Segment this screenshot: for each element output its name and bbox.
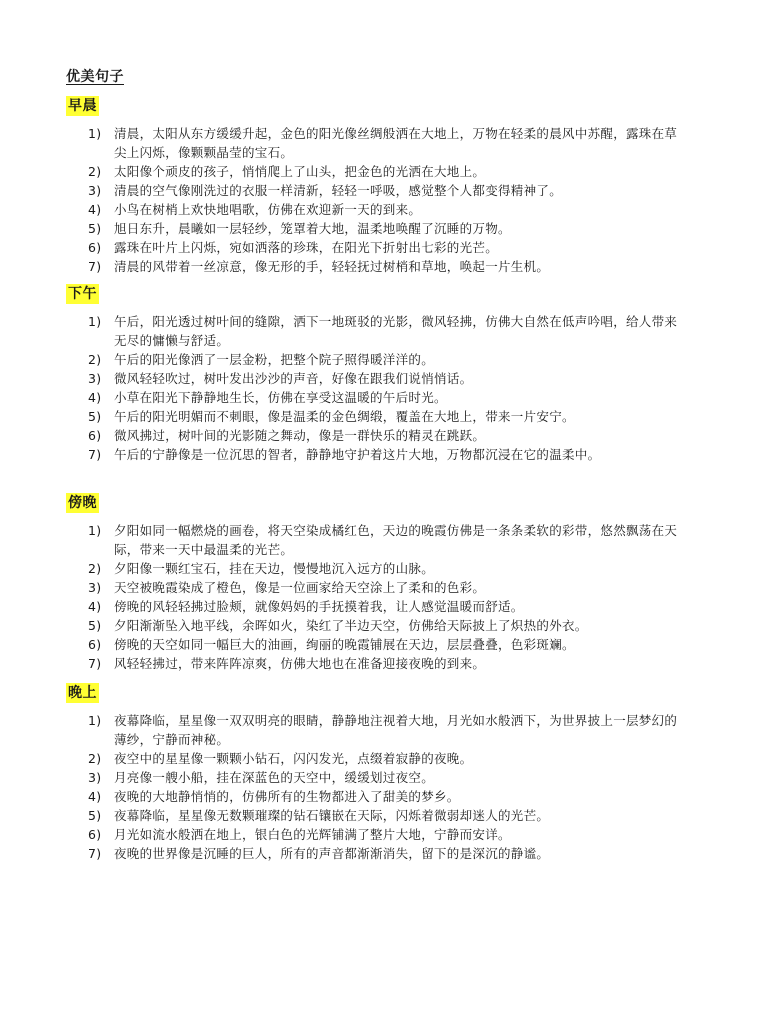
- item-number: 7): [88, 447, 102, 462]
- item-text: 夕阳如同一幅燃烧的画卷，将天空染成橘红色，天边的晚霞仿佛是一条条柔软的彩带，悠然飘荡在天际，带来一天中最温柔的光芒。: [114, 523, 678, 557]
- item-text: 午后的阳光像洒了一层金粉，把整个院子照得暖洋洋的。: [114, 352, 435, 367]
- list-item: [88, 559, 688, 578]
- item-number: 2): [88, 751, 102, 766]
- item-text: 太阳像个顽皮的孩子，悄悄爬上了山头，把金色的光洒在大地上。: [114, 164, 486, 179]
- item-text: 风轻轻拂过，带来阵阵凉爽，仿佛大地也在准备迎接夜晚的到来。: [114, 656, 486, 671]
- list-item: [88, 844, 688, 863]
- item-number: 2): [88, 164, 102, 179]
- item-number: 2): [88, 352, 102, 367]
- item-number: 2): [88, 561, 102, 576]
- list-item: [88, 578, 688, 597]
- item-number: 5): [88, 409, 102, 424]
- item-text: 清晨，太阳从东方缓缓升起，金色的阳光像丝绸般洒在大地上，万物在轻柔的晨风中苏醒，露珠在草尖上闪烁，像颗颗晶莹的宝石。: [114, 126, 678, 160]
- sentence-list: [88, 711, 688, 863]
- item-number: 1): [88, 126, 102, 141]
- item-number: 7): [88, 259, 102, 274]
- section-heading: 傍晚: [68, 495, 97, 511]
- item-text: 天空被晚霞染成了橙色，像是一位画家给天空涂上了柔和的色彩。: [114, 580, 486, 595]
- item-number: 5): [88, 618, 102, 633]
- list-item: [88, 388, 688, 407]
- item-number: 3): [88, 183, 102, 198]
- section-heading: 下午: [68, 286, 97, 302]
- list-item: [88, 749, 688, 768]
- list-item: [88, 521, 688, 559]
- list-item: [88, 219, 688, 238]
- item-text: 夜幕降临，星星像一双双明亮的眼睛，静静地注视着大地，月光如水般洒下，为世界披上一层梦幻的薄纱，宁静而神秘。: [114, 713, 678, 747]
- document-title: 优美句子: [66, 69, 124, 85]
- item-text: 夕阳像一颗红宝石，挂在天边，慢慢地沉入远方的山脉。: [114, 561, 435, 576]
- item-number: 6): [88, 827, 102, 842]
- list-item: [88, 635, 688, 654]
- list-item: [88, 162, 688, 181]
- list-item: [88, 711, 688, 749]
- item-text: 月光如流水般洒在地上，银白色的光辉铺满了整片大地，宁静而安详。: [114, 827, 511, 842]
- item-text: 小鸟在树梢上欢快地唱歌，仿佛在欢迎新一天的到来。: [114, 202, 422, 217]
- item-text: 夜幕降临，星星像无数颗璀璨的钻石镶嵌在天际，闪烁着微弱却迷人的光芒。: [114, 808, 550, 823]
- section-heading: 晚上: [68, 685, 97, 701]
- list-item: [88, 407, 688, 426]
- list-item: [88, 350, 688, 369]
- item-number: 1): [88, 713, 102, 728]
- item-number: 5): [88, 221, 102, 236]
- item-text: 微风拂过，树叶间的光影随之舞动，像是一群快乐的精灵在跳跃。: [114, 428, 486, 443]
- item-text: 微风轻轻吹过，树叶发出沙沙的声音，好像在跟我们说悄悄话。: [114, 371, 473, 386]
- item-number: 4): [88, 789, 102, 804]
- item-number: 4): [88, 599, 102, 614]
- item-number: 6): [88, 637, 102, 652]
- list-item: [88, 369, 688, 388]
- list-item: [88, 654, 688, 673]
- list-item: [88, 181, 688, 200]
- list-item: [88, 200, 688, 219]
- list-item: [88, 124, 688, 162]
- sentence-list: [88, 124, 688, 276]
- item-text: 午后，阳光透过树叶间的缝隙，洒下一地斑驳的光影，微风轻拂，仿佛大自然在低声吟唱，给人带来无尽的慵懒与舒适。: [114, 314, 678, 348]
- list-item: [88, 768, 688, 787]
- sentence-list: [88, 521, 688, 673]
- item-number: 3): [88, 770, 102, 785]
- item-number: 7): [88, 656, 102, 671]
- item-number: 6): [88, 240, 102, 255]
- list-item: [88, 825, 688, 844]
- item-text: 清晨的空气像刚洗过的衣服一样清新，轻轻一呼吸，感觉整个人都变得精神了。: [114, 183, 563, 198]
- item-number: 3): [88, 371, 102, 386]
- list-item: [88, 312, 688, 350]
- list-item: [88, 257, 688, 276]
- item-number: 4): [88, 202, 102, 217]
- item-text: 夕阳渐渐坠入地平线，余晖如火，染红了半边天空，仿佛给天际披上了炽热的外衣。: [114, 618, 588, 633]
- item-text: 旭日东升，晨曦如一层轻纱，笼罩着大地，温柔地唤醒了沉睡的万物。: [114, 221, 511, 236]
- item-number: 6): [88, 428, 102, 443]
- list-item: [88, 445, 688, 464]
- section-heading: 早晨: [68, 98, 97, 114]
- item-text: 月亮像一艘小船，挂在深蓝色的天空中，缓缓划过夜空。: [114, 770, 435, 785]
- list-item: [88, 787, 688, 806]
- list-item: [88, 597, 688, 616]
- item-number: 5): [88, 808, 102, 823]
- item-number: 4): [88, 390, 102, 405]
- item-number: 7): [88, 846, 102, 861]
- item-text: 清晨的风带着一丝凉意，像无形的手，轻轻抚过树梢和草地，唤起一片生机。: [114, 259, 550, 274]
- item-text: 夜晚的世界像是沉睡的巨人，所有的声音都渐渐消失，留下的是深沉的静谧。: [114, 846, 550, 861]
- item-text: 午后的宁静像是一位沉思的智者，静静地守护着这片大地，万物都沉浸在它的温柔中。: [114, 447, 601, 462]
- list-item: [88, 426, 688, 445]
- item-text: 夜晚的大地静悄悄的，仿佛所有的生物都进入了甜美的梦乡。: [114, 789, 460, 804]
- item-text: 小草在阳光下静静地生长，仿佛在享受这温暖的午后时光。: [114, 390, 447, 405]
- item-text: 夜空中的星星像一颗颗小钻石，闪闪发光，点缀着寂静的夜晚。: [114, 751, 473, 766]
- item-text: 傍晚的风轻轻拂过脸颊，就像妈妈的手抚摸着我，让人感觉温暖而舒适。: [114, 599, 524, 614]
- item-text: 午后的阳光明媚而不刺眼，像是温柔的金色绸缎，覆盖在大地上，带来一片安宁。: [114, 409, 575, 424]
- list-item: [88, 238, 688, 257]
- item-number: 1): [88, 523, 102, 538]
- item-text: 傍晚的天空如同一幅巨大的油画，绚丽的晚霞铺展在天边，层层叠叠，色彩斑斓。: [114, 637, 575, 652]
- sentence-list: [88, 312, 688, 464]
- item-number: 3): [88, 580, 102, 595]
- list-item: [88, 806, 688, 825]
- list-item: [88, 616, 688, 635]
- item-number: 1): [88, 314, 102, 329]
- item-text: 露珠在叶片上闪烁，宛如洒落的珍珠，在阳光下折射出七彩的光芒。: [114, 240, 499, 255]
